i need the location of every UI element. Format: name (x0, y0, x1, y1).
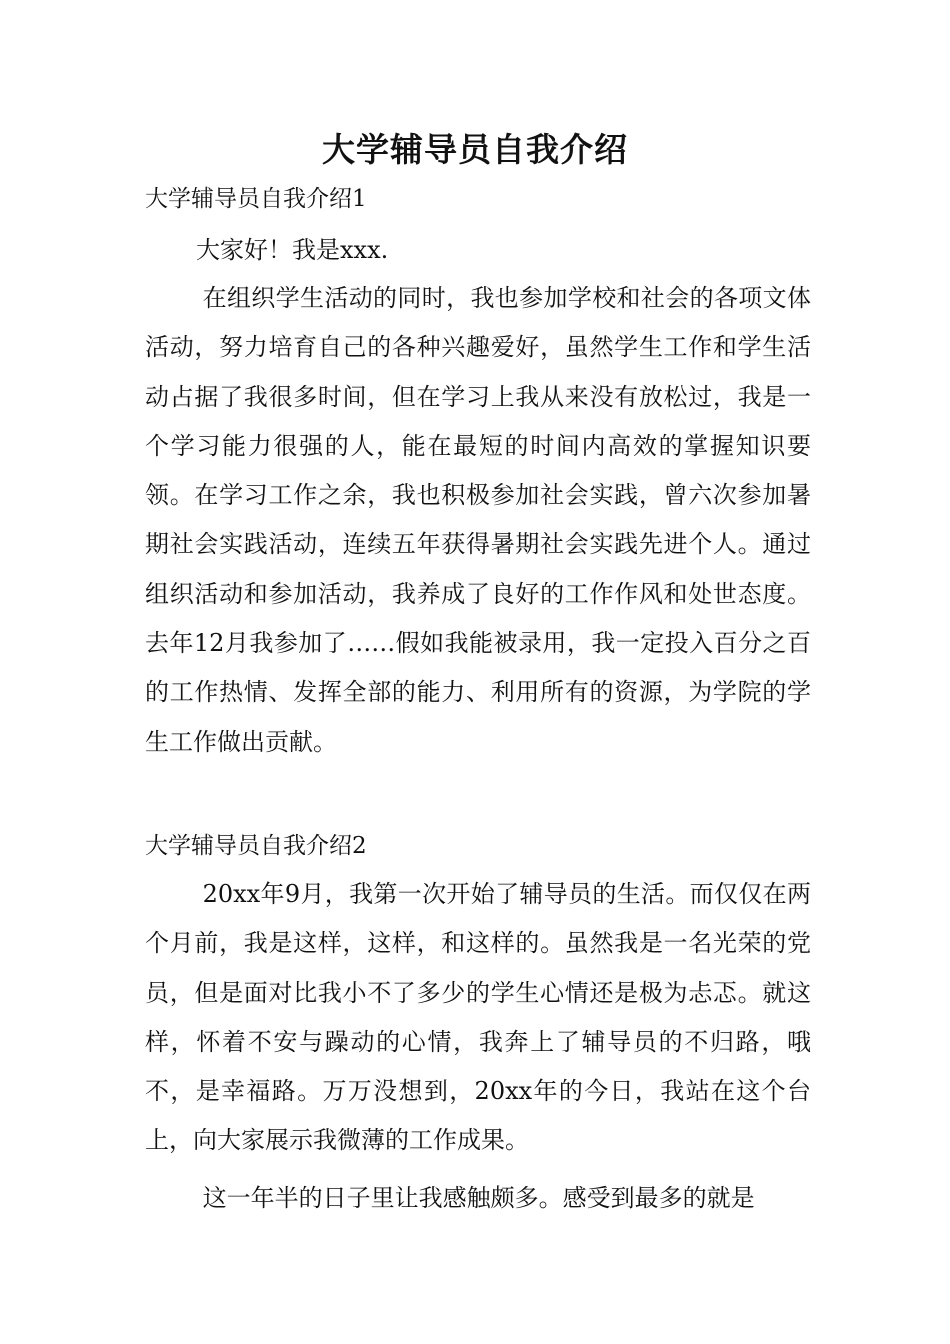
document-title: 大学辅导员自我介绍 (322, 130, 628, 169)
section-1-greeting: 大家好！我是xxx. (196, 236, 389, 264)
section-2-paragraph-2: 这一年半的日子里让我感触颇多。感受到最多的就是 (202, 1184, 755, 1212)
section-1-heading: 大学辅导员自我介绍1 (145, 186, 367, 212)
section-2-heading: 大学辅导员自我介绍2 (145, 833, 367, 859)
section-2-paragraph-1: 20xx年9月，我第一次开始了辅导员的生活。而仅仅在两个月前，我是这样，这样，和这样的。虽然我是一名光荣的党员，但是面对比我小不了多少的学生心情还是极为忐忑。就这样，怀着不安与躁动的心情，我奔上了辅导员的不归路，哦不，是幸福路。万万没想到，20xx年的今日，我站在这个台上，向大家展示我微薄的工作成果。 (145, 880, 811, 1155)
section-1-paragraph: 在组织学生活动的同时，我也参加学校和社会的各项文体活动，努力培育自己的各种兴趣爱好，虽然学生工作和学生活动占据了我很多时间，但在学习上我从来没有放松过，我是一个学习能力很强的人，能在最短的时间内高效的掌握知识要领。在学习工作之余，我也积极参加社会实践，曾六次参加暑期社会实践活动，连续五年获得暑期社会实践先进个人。通过组织活动和参加活动，我养成了良好的工作作风和处世态度。去年12月我参加了……假如我能被录用，我一定投入百分之百的工作热情、发挥全部的能力、利用所有的资源，为学院的学生工作做出贡献。 (145, 284, 811, 756)
